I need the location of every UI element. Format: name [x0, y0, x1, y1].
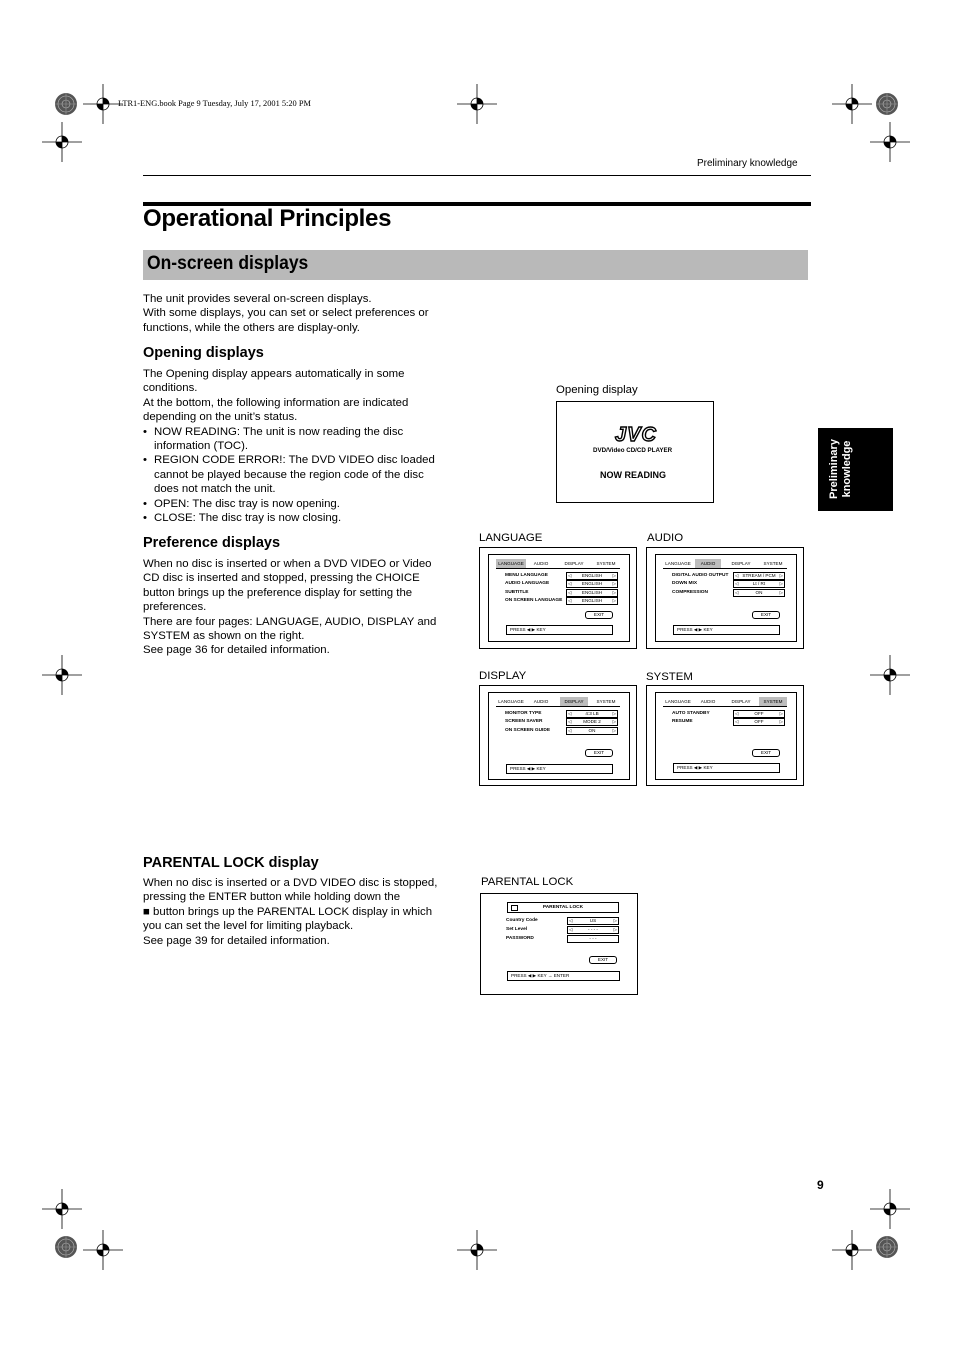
parental-lock-screen	[480, 893, 638, 995]
tab-display: DISPLAY	[564, 561, 584, 566]
now-reading-status: NOW READING	[600, 470, 666, 480]
press-key-bar: PRESS ◀ ▶ KEY	[506, 625, 613, 635]
setting-label: SCREEN SAVER	[505, 719, 543, 724]
section-title: On-screen displays	[147, 253, 309, 274]
tab-display: DISPLAY	[731, 561, 751, 566]
setting-value: ◁ MODE 2 ▷	[568, 719, 616, 724]
system-caption: SYSTEM	[646, 671, 693, 683]
setting-value: ◁ ON ▷	[735, 590, 783, 595]
setting-value: ◁ ENGLISH ▷	[568, 590, 616, 595]
opening-text: The Opening display appears automatically in some conditions. At the bottom, the following information are indicated depending on the unit’s status. • NOW READING: The unit is now reading the disc information (TOC). • REGION CODE ERROR!: The DVD VIDEO disc loaded cannot be played because the region code of the disc does not match the unit. • OPEN: The disc tray is now opening. • CLOSE: The disc tray is now closing.	[143, 367, 473, 525]
tab-display: DISPLAY	[731, 699, 751, 704]
setting-label: MENU LANGUAGE	[505, 573, 548, 578]
list-item: • OPEN: The disc tray is now opening.	[143, 497, 473, 511]
tab-audio: AUDIO	[533, 561, 549, 566]
preference-heading: Preference displays	[143, 535, 281, 551]
running-header: Preliminary knowledge	[697, 158, 798, 169]
side-tab	[818, 428, 893, 511]
exit-button: EXIT	[585, 749, 613, 757]
exit-button: EXIT	[752, 749, 780, 757]
tab-system: SYSTEM	[759, 697, 787, 706]
setting-label: MONITOR TYPE	[505, 711, 542, 716]
exit-button: EXIT	[752, 611, 780, 619]
setting-label: DIGITAL AUDIO OUTPUT	[672, 573, 729, 578]
press-key-bar: PRESS ◀ ▶ KEY	[673, 763, 780, 773]
tab-language: LANGUAGE	[496, 559, 526, 568]
setting-value: ◁ US ▷	[569, 918, 617, 923]
opening-heading: Opening displays	[143, 345, 264, 361]
press-key-bar: PRESS ◀ ▶ KEY → ENTER	[507, 971, 620, 981]
setting-value: ◁ ENGLISH ▷	[568, 581, 616, 586]
parental-lock-caption: PARENTAL LOCK	[481, 876, 574, 888]
preference-text: When no disc is inserted or when a DVD VIDEO or Video CD disc is inserted and stopped, pressing the CHOICE button brings up the preference display for setting the preferences. There are four pages: LANGUAGE, AUDIO, DISPLAY and SYSTEM as shown on the right. See page 36 for detailed information.	[143, 558, 437, 657]
setting-value: ◁ 4:3 LB ▷	[568, 711, 616, 716]
setting-label: Country Code	[506, 918, 538, 923]
language-caption: LANGUAGE	[479, 532, 543, 544]
tab-audio: AUDIO	[695, 559, 721, 568]
setting-label: DOWN MIX	[672, 581, 698, 586]
file-stamp: LTR1-ENG.book Page 9 Tuesday, July 17, 2001 5:20 PM	[118, 99, 311, 108]
opening-display-caption: Opening display	[556, 384, 638, 396]
side-tab-label: Preliminary knowledge	[828, 439, 853, 499]
setting-value: ◁ ENGLISH ▷	[568, 598, 616, 603]
list-item: • REGION CODE ERROR!: The DVD VIDEO disc loaded cannot be played because the region code of the disc does not match the unit.	[143, 453, 473, 496]
tab-language: LANGUAGE	[665, 561, 691, 566]
setting-value: ◁ OFF ▷	[735, 719, 783, 724]
list-item: • CLOSE: The disc tray is now closing.	[143, 511, 473, 525]
setting-value: ◁ Lt / Rt ▷	[735, 581, 783, 586]
tab-system: SYSTEM	[596, 699, 616, 704]
tab-language: LANGUAGE	[665, 699, 691, 704]
setting-label: Set Level	[506, 927, 528, 932]
player-subtitle: DVD/Video CD/CD PLAYER	[593, 447, 673, 454]
exit-button: EXIT	[589, 956, 617, 964]
display-screen	[479, 685, 637, 786]
tab-audio: AUDIO	[700, 699, 716, 704]
section-band	[143, 250, 808, 280]
setting-label: ON SCREEN GUIDE	[505, 728, 551, 733]
language-screen	[479, 547, 637, 649]
setting-label: SUBTITLE	[505, 590, 529, 595]
setting-value: ◁ OFF ▷	[735, 711, 783, 716]
audio-screen	[646, 547, 804, 649]
setting-label: RESUME	[672, 719, 693, 724]
jvc-logo: JVC	[615, 424, 657, 446]
setting-value: ◁ - - - - ▷	[569, 927, 617, 932]
exit-button: EXIT	[585, 611, 613, 619]
system-screen	[646, 685, 804, 786]
press-key-bar: PRESS ◀ ▶ KEY	[506, 764, 613, 774]
tab-system: SYSTEM	[763, 561, 783, 566]
list-item: • NOW READING: The unit is now reading the disc information (TOC).	[143, 425, 473, 454]
opening-display-figure	[556, 401, 714, 503]
setting-label: ON SCREEN LANGUAGE	[505, 598, 563, 603]
setting-label: AUDIO LANGUAGE	[505, 581, 550, 586]
setting-value: ◁ STREAM / PCM ▷	[735, 573, 783, 578]
display-caption: DISPLAY	[479, 670, 527, 682]
setting-label: AUTO STANDBY	[672, 711, 710, 716]
tab-audio: AUDIO	[533, 699, 549, 704]
tab-display: DISPLAY	[560, 697, 588, 706]
parental-text: When no disc is inserted or a DVD VIDEO disc is stopped, pressing the ENTER button while holding down the ■ button brings up the PARENTAL LOCK display in which you can set the level for limiting playback. See page 39 for detailed information.	[143, 877, 438, 947]
tab-system: SYSTEM	[596, 561, 616, 566]
opening-bullets	[143, 425, 473, 526]
parental-heading: PARENTAL LOCK display	[143, 855, 319, 871]
header-rule	[143, 175, 811, 176]
intro-text: The unit provides several on-screen displays. With some displays, you can set or select preferences or functions, while the others are display-only.	[143, 293, 429, 334]
lock-icon	[511, 905, 518, 911]
page-number: 9	[817, 1178, 824, 1192]
setting-label: PASSWORD	[506, 936, 534, 941]
audio-caption: AUDIO	[647, 532, 684, 544]
tab-language: LANGUAGE	[498, 699, 524, 704]
setting-value: - - -	[567, 935, 619, 943]
page-title: Operational Principles	[143, 205, 392, 232]
setting-value: ◁ ENGLISH ▷	[568, 573, 616, 578]
press-key-bar: PRESS ◀ ▶ KEY	[673, 625, 780, 635]
parental-title-bar: PARENTAL LOCK	[507, 902, 619, 913]
setting-label: COMPRESSION	[672, 590, 708, 595]
setting-value: ◁ ON ▷	[568, 728, 616, 733]
